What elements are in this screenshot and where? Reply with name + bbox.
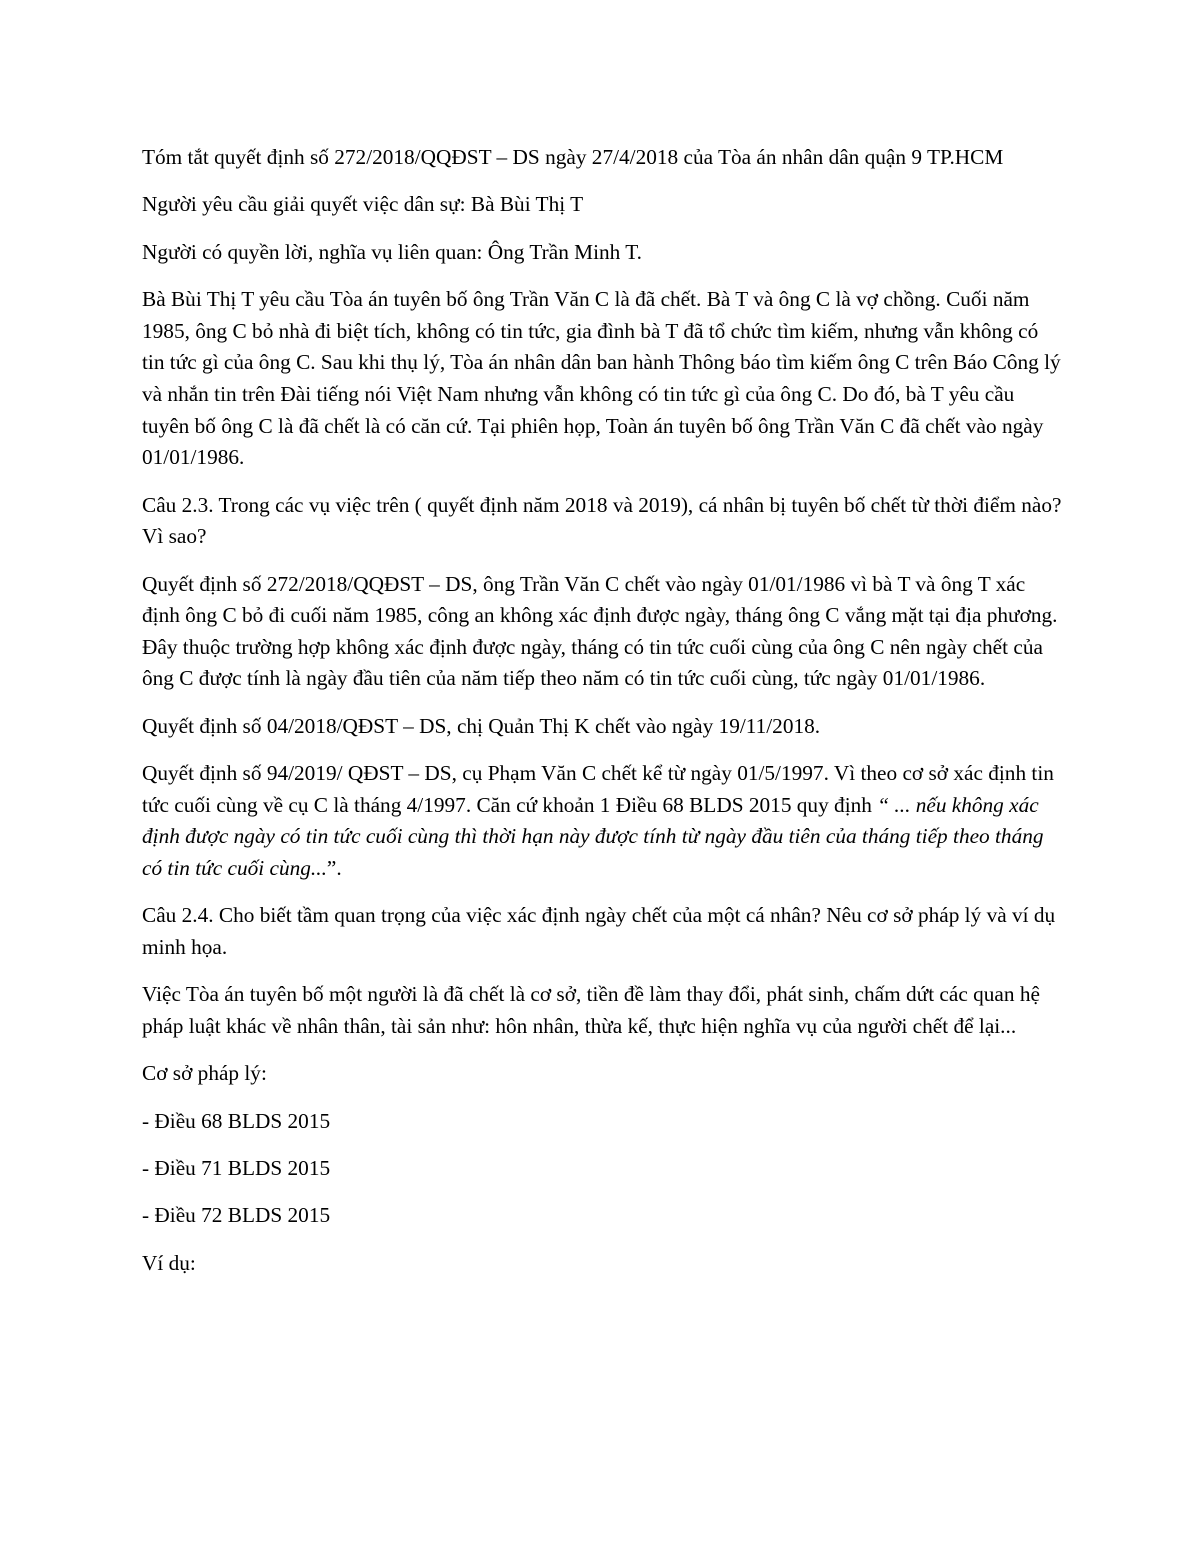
case-summary-paragraph: Bà Bùi Thị T yêu cầu Tòa án tuyên bố ông Trần Văn C là đã chết. Bà T và ông C là vợ chồng. Cuối năm 1985, ông C bỏ nhà đi biệt tích, không có tin tức, gia đình bà T đã tổ chức tìm kiếm, nhưng vẫn không có tin tức gì của ông C. Sau khi thụ lý, Tòa án nhân dân ban hành Thông báo tìm kiếm ông C trên Báo Công lý và nhắn tin trên Đài tiếng nói Việt Nam nhưng vẫn không có tin tức gì của ông C. Do đó, bà T yêu cầu tuyên bố ông C là đã chết là có căn cứ. Tại phiên họp, Toàn án tuyên bố ông Trần Văn C đã chết vào ngày 01/01/1986. [142,287,1061,470]
related-party-line: Người có quyền lời, nghĩa vụ liên quan: Ông Trần Minh T. [142,239,643,264]
document-body [142,142,1062,1295]
requester-line: Người yêu cầu giải quyết việc dân sự: Bà Bùi Thị T [142,192,584,217]
answer-decision-272: Quyết định số 272/2018/QQĐST – DS, ông Trần Văn C chết vào ngày 01/01/1986 vì bà T và ông T xác định ông C bỏ đi cuối năm 1985, công an không xác định được ngày, tháng ông C vắng mặt tại địa phương. Đây thuộc trường hợp không xác định được ngày, tháng có tin tức cuối cùng của ông C nên ngày chết của ông C được tính là ngày đầu tiên của năm tiếp theo năm có tin tức cuối cùng, tức ngày 01/01/1986. [142,571,1058,691]
legal-quote: “ ... nếu không xác định được ngày có tin tức cuối cùng thì thời hạn này được tính từ ngày đầu tiên của tháng tiếp theo tháng có tin tức cuối cùng... [142,792,1044,880]
document-title: Tóm tắt quyết định số 272/2018/QQĐST – DS ngày 27/4/2018 của Tòa án nhân dân quận 9 TP.HCM [142,145,1004,169]
question-2-4: Câu 2.4. Cho biết tầm quan trọng của việc xác định ngày chết của một cá nhân? Nêu cơ sở pháp lý và ví dụ minh họa. [142,903,1056,959]
legal-basis-heading: Cơ sở pháp lý: [142,1061,267,1086]
answer-decision-94 [142,758,1062,884]
legal-basis-item: - Điều 68 BLDS 2015 [142,1108,331,1133]
answer-94-lead: Quyết định số 94/2019/ QĐST – DS, cụ Phạm Văn C chết kể từ ngày 01/5/1997. Vì theo cơ sở xác định tin tức cuối cùng về cụ C là tháng 4/1997. Căn cứ khoản 1 Điều 68 BLDS 2015 quy định [142,761,1054,817]
answer-94-tail: ”. [326,855,342,880]
answer-decision-04: Quyết định số 04/2018/QĐST – DS, chị Quản Thị K chết vào ngày 19/11/2018. [142,713,821,738]
importance-paragraph: Việc Tòa án tuyên bố một người là đã chết là cơ sở, tiền đề làm thay đổi, phát sinh, chấm dứt các quan hệ pháp luật khác về nhân thân, tài sản như: hôn nhân, thừa kế, thực hiện nghĩa vụ của người chết để lại... [142,982,1040,1038]
legal-basis-item: - Điều 71 BLDS 2015 [142,1156,331,1180]
question-2-3: Câu 2.3. Trong các vụ việc trên ( quyết định năm 2018 và 2019), cá nhân bị tuyên bố chết từ thời điểm nào? Vì sao? [142,492,1062,549]
example-heading: Ví dụ: [142,1250,196,1275]
legal-basis-item: - Điều 72 BLDS 2015 [142,1203,331,1228]
